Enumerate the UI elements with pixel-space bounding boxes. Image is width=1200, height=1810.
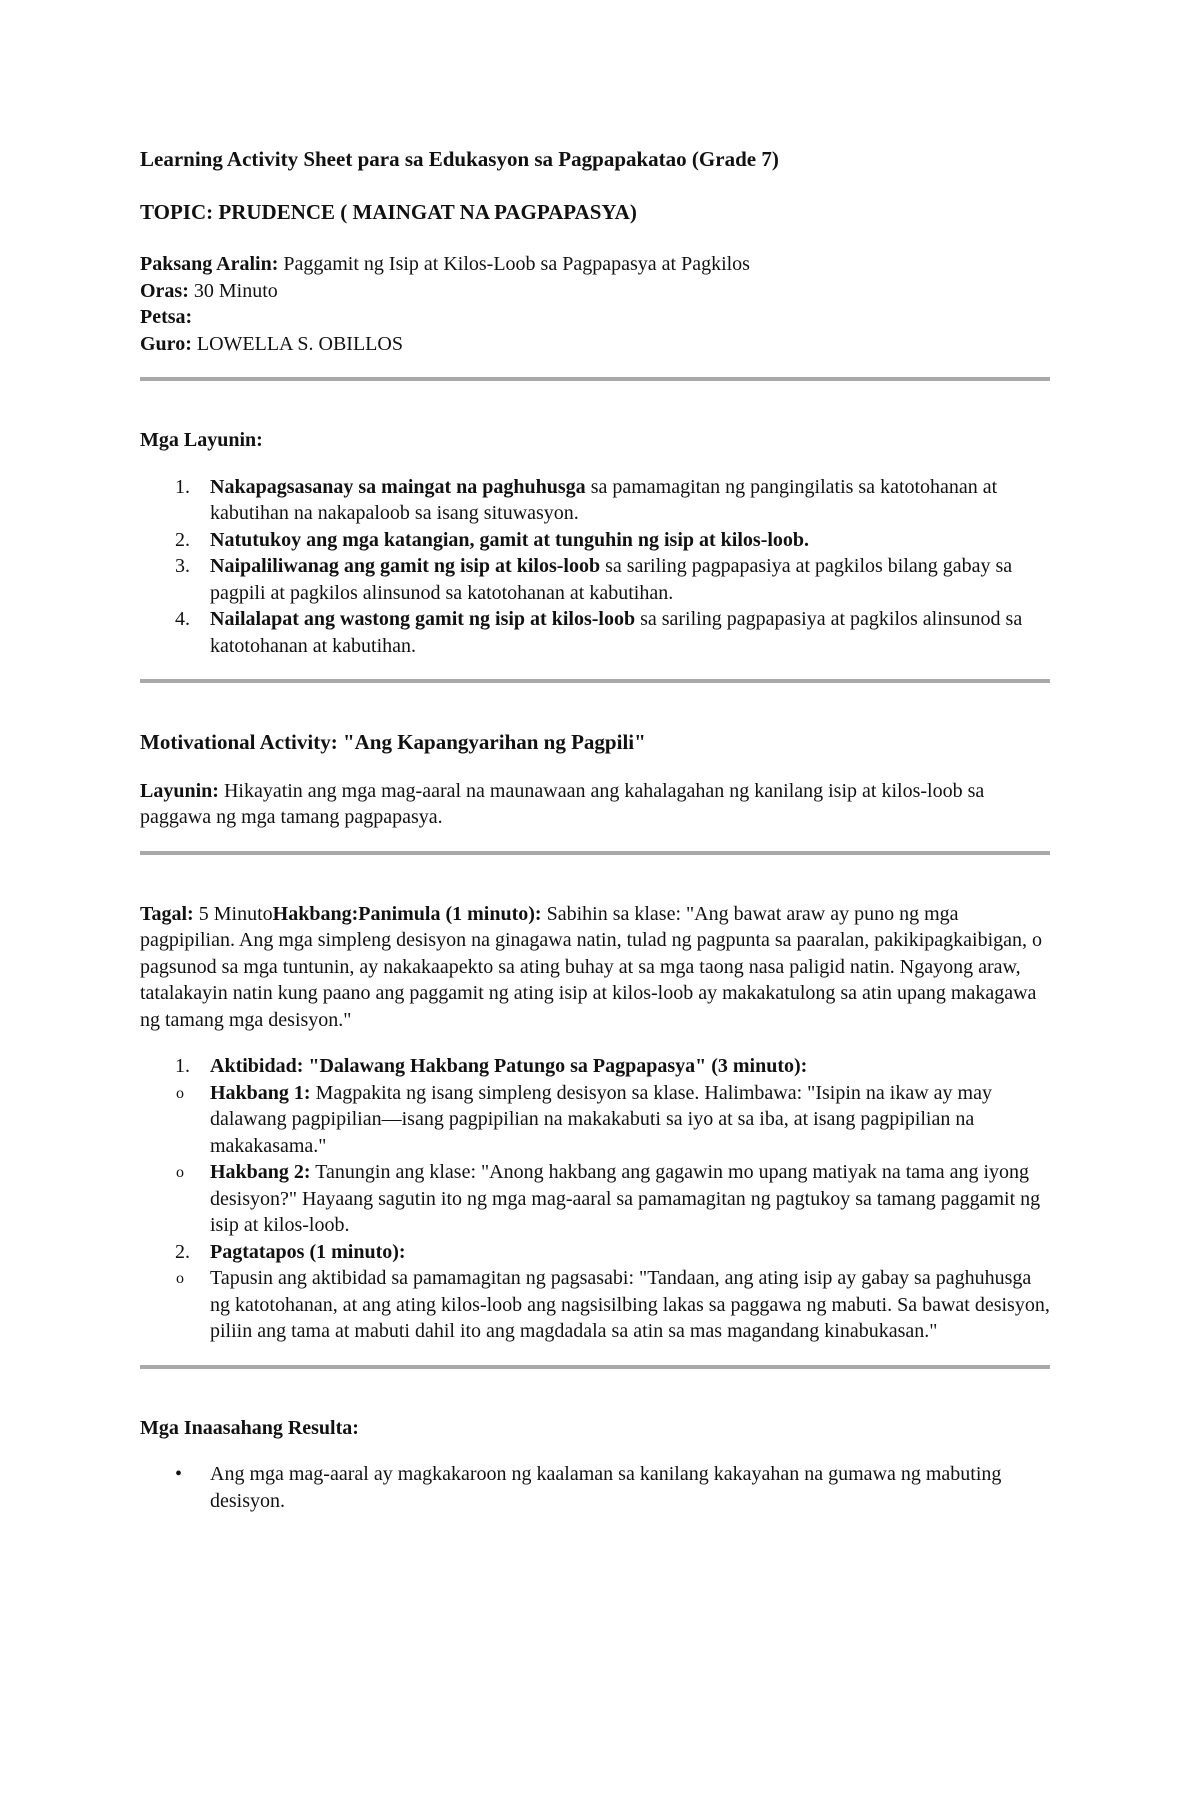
sub-item: [140, 1080, 1050, 1160]
motivational-layunin-text: Hikayatin ang mga mag-aaral na maunawaan ang kahalagahan ng kanilang isip at kilos-loob sa paggawa ng mga tamang pagpapasya.: [140, 779, 985, 828]
topic-title: TOPIC: PRUDENCE ( MAINGAT NA PAGPAPASYA): [140, 199, 637, 224]
list-item-bold: Nailalapat ang wastong gamit ng isip at kilos-loob: [210, 608, 636, 630]
sub-marker: o: [176, 1084, 184, 1102]
list-item-bold: Naipaliliwanag ang gamit ng isip at kilos-loob: [210, 555, 601, 577]
list-item: [140, 553, 1050, 606]
meta-paksang: [140, 251, 1050, 278]
step-item: [140, 1053, 1050, 1239]
list-item: [140, 606, 1050, 659]
petsa-label: Petsa:: [140, 306, 193, 328]
list-item: [140, 474, 1050, 527]
paksang-label: Paksang Aralin:: [140, 253, 279, 275]
sub-text: Tapusin ang aktibidad sa pamamagitan ng pagsasabi: "Tandaan, ang ating isip ay gabay sa paghuhusga ng katotohanan, at ang ating kilos-loob ang nagsisilbing lakas sa paggawa ng mabuti. Sa bawat desisyon, piliin ang tama at mabuti dahil ito ang magdadala sa atin sa mas magandang kinabukasan.": [210, 1267, 1050, 1342]
list-item-text: sa sariling pagpapasiya at pagkilos alinsunod sa katotohanan at kabutihan.: [210, 608, 1023, 657]
bullet-icon: •: [175, 1463, 183, 1485]
meta-oras: [140, 278, 1050, 305]
list-item-bold: Natutukoy ang mga katangian, gamit at tunguhin ng isip at kilos-loob.: [210, 528, 810, 551]
step-label: Pagtatapos (1 minuto):: [210, 1240, 406, 1263]
list-number: 1.: [175, 475, 190, 498]
sub-item: [140, 1265, 1050, 1345]
sub-bold: Hakbang 1:: [210, 1081, 311, 1104]
step-item: [140, 1239, 1050, 1345]
step-number: 1.: [175, 1055, 190, 1077]
sub-item: [140, 1159, 1050, 1239]
list-number: 3.: [175, 555, 190, 577]
list-item-text: sa pamamagitan ng pangingilatis sa katotohanan at kabutihan na nakapaloob sa isang situwasyon.: [210, 475, 998, 524]
meta-block: [140, 251, 1050, 357]
document-page: [140, 146, 1050, 1514]
tagal-label: Tagal:: [140, 902, 194, 925]
hakbang-label: Hakbang:: [272, 902, 359, 925]
sub-marker: o: [176, 1270, 184, 1287]
list-number: 2.: [175, 528, 190, 551]
divider: [140, 1365, 1050, 1369]
panimula-label: Panimula (1 minuto):: [358, 902, 542, 925]
oras-value: 30 Minuto: [188, 279, 278, 302]
list-item-text: sa sariling pagpapasiya at pagkilos bilang gabay sa pagpili at pagkilos alinsunod sa katotohanan at kabutihan.: [210, 555, 1013, 604]
motivational-layunin-label: Layunin:: [140, 779, 219, 802]
layunin-list: [140, 474, 1050, 660]
tagal-value: 5 Minuto: [193, 902, 273, 925]
list-item-text: Ang mga mag-aaral ay magkakaroon ng kaalaman sa kanilang kakayahan na gumawa ng mabuting desisyon.: [210, 1463, 1002, 1512]
step-label: Aktibidad: "Dalawang Hakbang Patungo sa Pagpapasya" (3 minuto):: [210, 1055, 808, 1077]
oras-label: Oras:: [140, 279, 189, 302]
divider: [140, 679, 1050, 683]
motivational-layunin: [140, 778, 1050, 831]
document-title: Learning Activity Sheet para sa Edukasyon sa Pagpapakatao (Grade 7): [140, 147, 779, 171]
sub-bold: Hakbang 2:: [210, 1161, 311, 1183]
resulta-heading: Mga Inaasahang Resulta:: [140, 1416, 359, 1439]
meta-petsa: [140, 304, 1050, 331]
layunin-heading: Mga Layunin:: [140, 429, 263, 451]
sub-text: Tanungin ang klase: "Anong hakbang ang gagawin mo upang matiyak na tama ang iyong desisyon?" Hayaang sagutin ito ng mga mag-aaral sa pamamagitan ng pagtukoy sa tamang paggamit ng isip at kilos-loob.: [210, 1161, 1041, 1236]
sub-list: [140, 1265, 1050, 1345]
sub-marker: o: [176, 1164, 184, 1181]
guro-label: Guro:: [140, 332, 192, 355]
meta-guro: [140, 331, 1050, 358]
list-item-bold: Nakapagsasanay sa maingat na paghuhusga: [210, 475, 586, 498]
list-item: [140, 527, 1050, 554]
sub-text: Magpakita ng isang simpleng desisyon sa klase. Halimbawa: "Isipin na ikaw ay may dalawang pagpipilian—isang pagpipilian na makakabuti sa iyo at sa iba, at isang pagpipilian na makakasama.": [210, 1081, 992, 1157]
divider: [140, 851, 1050, 855]
paksang-value: Paggamit ng Isip at Kilos-Loob sa Pagpapasya at Pagkilos: [278, 253, 750, 275]
motivational-heading: Motivational Activity: "Ang Kapangyarihan ng Pagpili": [140, 730, 646, 754]
resulta-list: [140, 1461, 1050, 1514]
sub-list: [140, 1080, 1050, 1239]
activity-steps: [140, 1053, 1050, 1345]
divider: [140, 377, 1050, 381]
guro-value: LOWELLA S. OBILLOS: [191, 332, 403, 355]
list-number: 4.: [175, 608, 190, 630]
activity-intro: [140, 901, 1050, 1034]
list-item: [140, 1461, 1050, 1514]
step-number: 2.: [175, 1240, 190, 1263]
panimula-text: Sabihin sa klase: "Ang bawat araw ay puno ng mga pagpipilian. Ang mga simpleng desisyon na ginagawa natin, tulad ng pagpunta sa paaralan, pakikipagkaibigan, o pagsunod sa mga tuntunin, ay nakakaapekto sa ating buhay at sa mga taong nasa paligid natin. Ngayong araw, tatalakayin natin kung paano ang paggamit ng ating isip at kilos-loob ay makakatulong sa atin upang makagawa ng tamang mga desisyon.": [140, 902, 1043, 1031]
